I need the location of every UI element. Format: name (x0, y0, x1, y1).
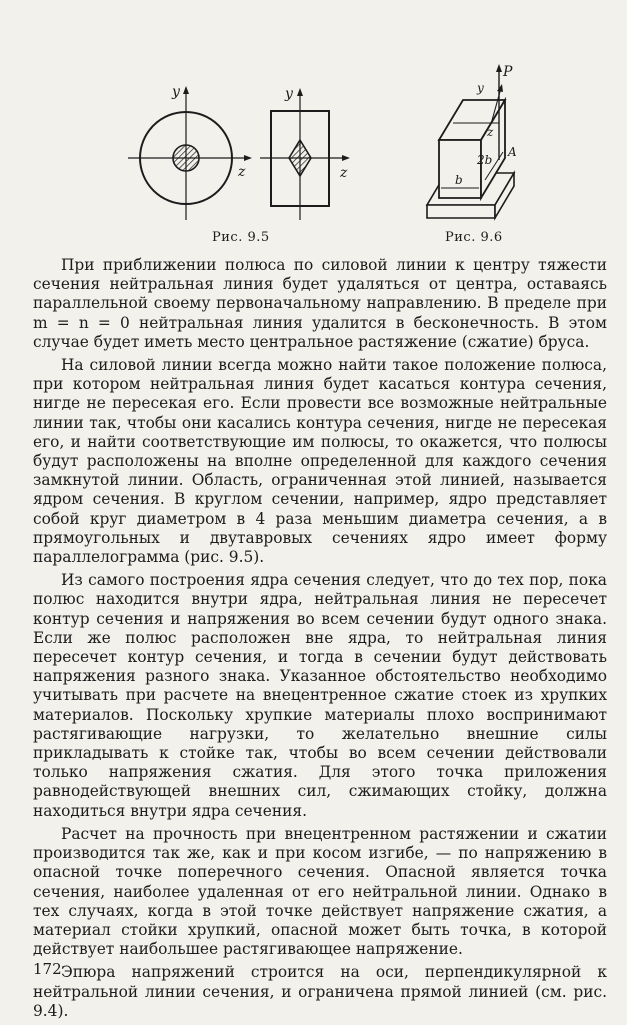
page-number: 172 (33, 960, 62, 978)
paragraph: Эпюра напряжений строится на оси, перпендикулярной к нейтральной линии сечения, и ограничена прямой линией (см. рис. 9.4). (33, 963, 607, 1020)
left-z-arrow (244, 155, 252, 161)
paragraph: При приближении полюса по силовой линии к центру тяжести сечения нейтральная линия будет удаляться от центра, оставаясь параллельной своему первоначальному направлению. В пределе при m = n = 0 нейтральная линия удалится в бесконечность. В этом случае будет иметь место центральное растяжение (сжатие) бруса. (33, 256, 607, 351)
right-z-arrow (342, 155, 350, 161)
figure-9-5-caption: Рис. 9.5 (212, 230, 270, 245)
right-z-label: z (340, 165, 348, 181)
figure-9-6-caption: Рис. 9.6 (445, 230, 503, 245)
figure-9-5 (120, 80, 370, 250)
load-P-arrow (496, 64, 502, 72)
base-plate-front (427, 205, 495, 218)
figure-9-6 (415, 60, 535, 250)
left-z-label: z (238, 164, 246, 180)
label-A: A (508, 145, 517, 159)
paragraph: Из самого построения ядра сечения следует, что до тех пор, пока полюс находится внутри ядра, нейтральная линия не пересечет контур сечения и напряжения во всем сечении будут одного знака. Если же полюс расположен вне ядра, то нейтральная линия пересечет контур сечения, и тогда в сечении будут действовать напряжения разного знака. Указанное обстоятельство необходимо учитывать при расчете на внецентренное сжатие стоек из хрупких материалов. Поскольку хрупкие материалы плохо воспринимают растягивающие нагрузки, то желательно внешние силы прикладывать к стойке так, чтобы во всем сечении действовали только напряжения сжатия. Для этого точка приложения равнодействующей внешних сил, сжимающих стойку, должна находиться внутри ядра сечения. (33, 571, 607, 820)
label-z: z (487, 125, 494, 139)
figure-9-5-drawing (120, 80, 370, 230)
label-y: y (477, 81, 484, 95)
body-text (33, 256, 607, 1025)
y-axis-arrow (497, 84, 503, 92)
paragraph: Расчет на прочность при внецентренном растяжении и сжатии производится так же, как и при косом изгибе, — по напряжению в опасной точке поперечного сечения. Опасной является точка сечения, наиболее удаленная от его нейтральной линии. Однако в тех случаях, когда в этой точке действует напряжение сжатия, а материал стойки хрупкий, опасной может быть точка, в которой действует наибольшее растягивающее напряжение. (33, 824, 607, 959)
left-y-arrow (183, 86, 189, 94)
right-y-label: y (285, 86, 293, 102)
figure-9-6-drawing (415, 60, 535, 235)
column-front (439, 140, 481, 198)
paragraph: На силовой линии всегда можно найти такое положение полюса, при котором нейтральная линия будет касаться контура сечения, нигде не пересекая его. Если провести все возможные нейтральные линии так, чтобы они касались контура сечения, нигде не пересекая его, и найти соответствующие им полюсы, то окажется, что полюсы будут расположены на вполне определенной для каждого сечения замкнутой линии. Область, ограниченная этой линией, называется ядром сечения. В круглом сечении, например, ядро представляет собой круг диаметром в 4 раза меньшим диаметра сечения, а в прямоугольных и двутавровых сечениях ядро имеет форму параллелограмма (рис. 9.5). (33, 356, 607, 567)
left-y-label: y (172, 84, 180, 100)
label-2b: 2b (477, 153, 493, 167)
label-b: b (455, 173, 463, 187)
label-P: P (503, 64, 513, 80)
right-y-arrow (297, 88, 303, 96)
